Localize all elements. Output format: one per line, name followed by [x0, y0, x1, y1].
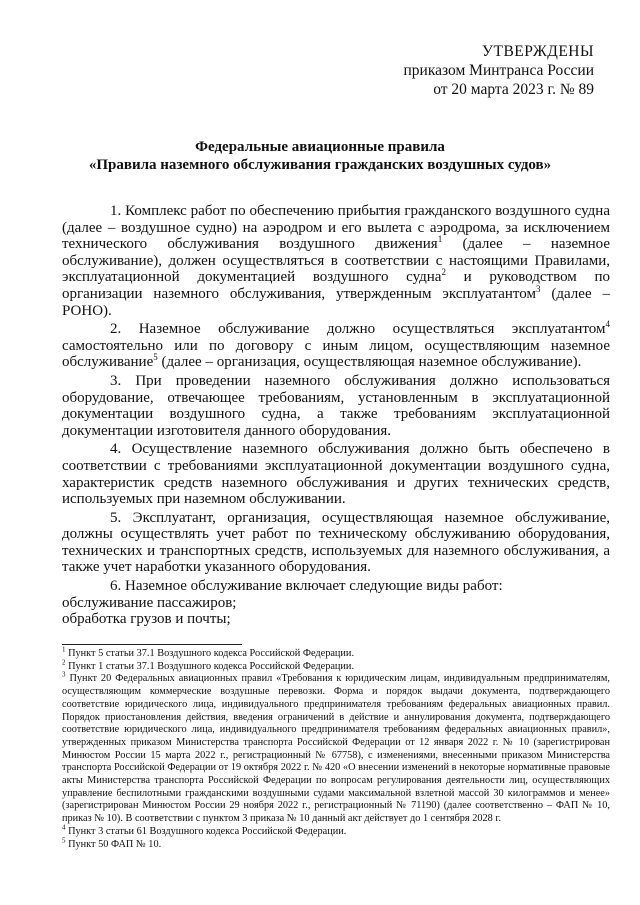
footnote-5: [62, 836, 610, 852]
footnote-separator: [62, 644, 242, 645]
footnote-ref-5: 5: [153, 352, 158, 363]
paragraph-2-text-a: 2. Наземное обслуживание должно осуществляться эксплуатантом: [110, 321, 606, 338]
paragraph-2-text-c: (далее – организация, осуществляющая наземное обслуживание).: [157, 354, 582, 371]
paragraph-1: [62, 203, 610, 319]
paragraph-4: 4. Осуществление наземного обслуживания должно быть обеспечено в соответствии с требованиями эксплуатационной документации воздушного судна, характеристик средств наземного обслуживания и других технических средств, используемых при наземном обслуживании.: [62, 441, 610, 508]
footnote-1: [62, 645, 610, 661]
paragraph-2: [62, 321, 610, 371]
footnote-mark: 1: [62, 645, 66, 654]
approval-stamp: [404, 42, 595, 99]
footnote-mark: 3: [62, 670, 66, 679]
approval-order: приказом Минтранса России: [403, 62, 594, 79]
footnote-ref-3: 3: [535, 283, 541, 294]
document-heading: [0, 138, 640, 174]
paragraph-3: 3. При проведении наземного обслуживания должно использоваться оборудование, отвечающее требованиям, установленным в эксплуатационной документации воздушного судна, а также требованиям эксплуатационной документации изготовителя данного оборудования.: [62, 372, 610, 439]
footnote-mark: 4: [62, 823, 66, 832]
footnote-text: Пункт 20 Федеральных авиационных правил «Требования к юридическим лицам, индивидуальным предпринимателям, осуществляющим коммерческие воздушные перевозки. Форма и порядок выдачи документа, подтверждающего соответствие юридического лица, индивидуального предпринимателя требованиям федеральных авиационных правил. Порядок приостановления действия, введения ограничений в действие и аннулирования документа, подтверждающего соответствие юридического лица, индивидуального предпринимателя требованиям федеральных авиационных правил», утвержденных приказом Министерства транспорта Российской Федерации от 12 января 2022 г. № 10 (зарегистрирован Минюстом России 15 марта 2022 г., регистрационный № 67758), с изменениями, внесенными приказом Министерства транспорта Российской Федерации от 19 октября 2022 г. № 420 «О внесении изменений в некоторые нормативные правовые акты Министерства транспорта Российской Федерации по вопросам регулирования деятельности лиц, осуществляющих управление беспилотными гражданскими воздушными судами максимальной взлетной массой 30 килограммов и менее» (зарегистрирован Минюстом России 29 ноября 2022 г., регистрационный № 71190) (далее соответственно – ФАП № 10, приказ № 10). В соответствии с пунктом 3 приказа № 10 данный акт действует до 1 сентября 2028 г.: [62, 673, 610, 825]
footnote-mark: 5: [62, 836, 66, 845]
footnote-ref-1: 1: [437, 234, 443, 245]
footnote-text: Пункт 5 статьи 37.1 Воздушного кодекса Российской Федерации.: [65, 648, 355, 659]
footnote-mark: 2: [62, 658, 66, 667]
list-item-cargo: обработка грузов и почты;: [62, 611, 231, 628]
paragraph-1-text-d: (далее – РОНО).: [62, 285, 610, 319]
approval-date: от 20 марта 2023 г. № 89: [433, 81, 594, 98]
footnote-ref-4: 4: [605, 319, 610, 330]
footnote-ref-2: 2: [441, 267, 446, 278]
paragraph-6: 6. Наземное обслуживание включает следующие виды работ:: [110, 578, 503, 595]
footnote-text: Пункт 3 статьи 61 Воздушного кодекса Российской Федерации.: [65, 825, 347, 837]
footnote-text: Пункт 1 статьи 37.1 Воздушного кодекса Российской Федерации.: [65, 660, 355, 672]
paragraph-2-text-b: самостоятельно или по договору с иным лицом, осуществляющим наземное обслуживание: [62, 337, 610, 371]
approval-title: УТВЕРЖДЕНЫ: [482, 43, 594, 60]
document-body: [62, 203, 610, 628]
footnote-4: [62, 823, 610, 839]
footnote-2: [62, 658, 610, 674]
paragraph-1-text-b: (далее – наземное обслуживание), должен осуществляться в соответствии с настоящими Правилами, эксплуатационной документацией воздушного судна: [62, 236, 610, 286]
footnotes: [62, 645, 610, 851]
paragraph-1-text-a: 1. Комплекс работ по обеспечению прибытия гражданского воздушного судна (далее – воздушное судно) на аэродром и его вылета с аэродрома, за исключением технического обслуживания воздушного движения: [62, 203, 610, 253]
list-item-passengers: обслуживание пассажиров;: [62, 594, 237, 611]
heading-line-1: Федеральные авиационные правила: [195, 139, 445, 155]
footnote-3: [62, 670, 610, 825]
paragraph-1-text-c: и руководством по организации наземного обслуживания, утвержденным эксплуатантом: [62, 269, 610, 302]
footnote-text: Пункт 50 ФАП № 10.: [65, 838, 162, 850]
heading-line-2: «Правила наземного обслуживания гражданских воздушных судов»: [88, 157, 552, 173]
paragraph-5: 5. Эксплуатант, организация, осуществляющая наземное обслуживание, должны осуществлять учет работ по техническому обслуживанию оборудования, технических и транспортных средств, используемых для наземного обслуживания, а также учет наработки указанного оборудования.: [62, 509, 610, 576]
